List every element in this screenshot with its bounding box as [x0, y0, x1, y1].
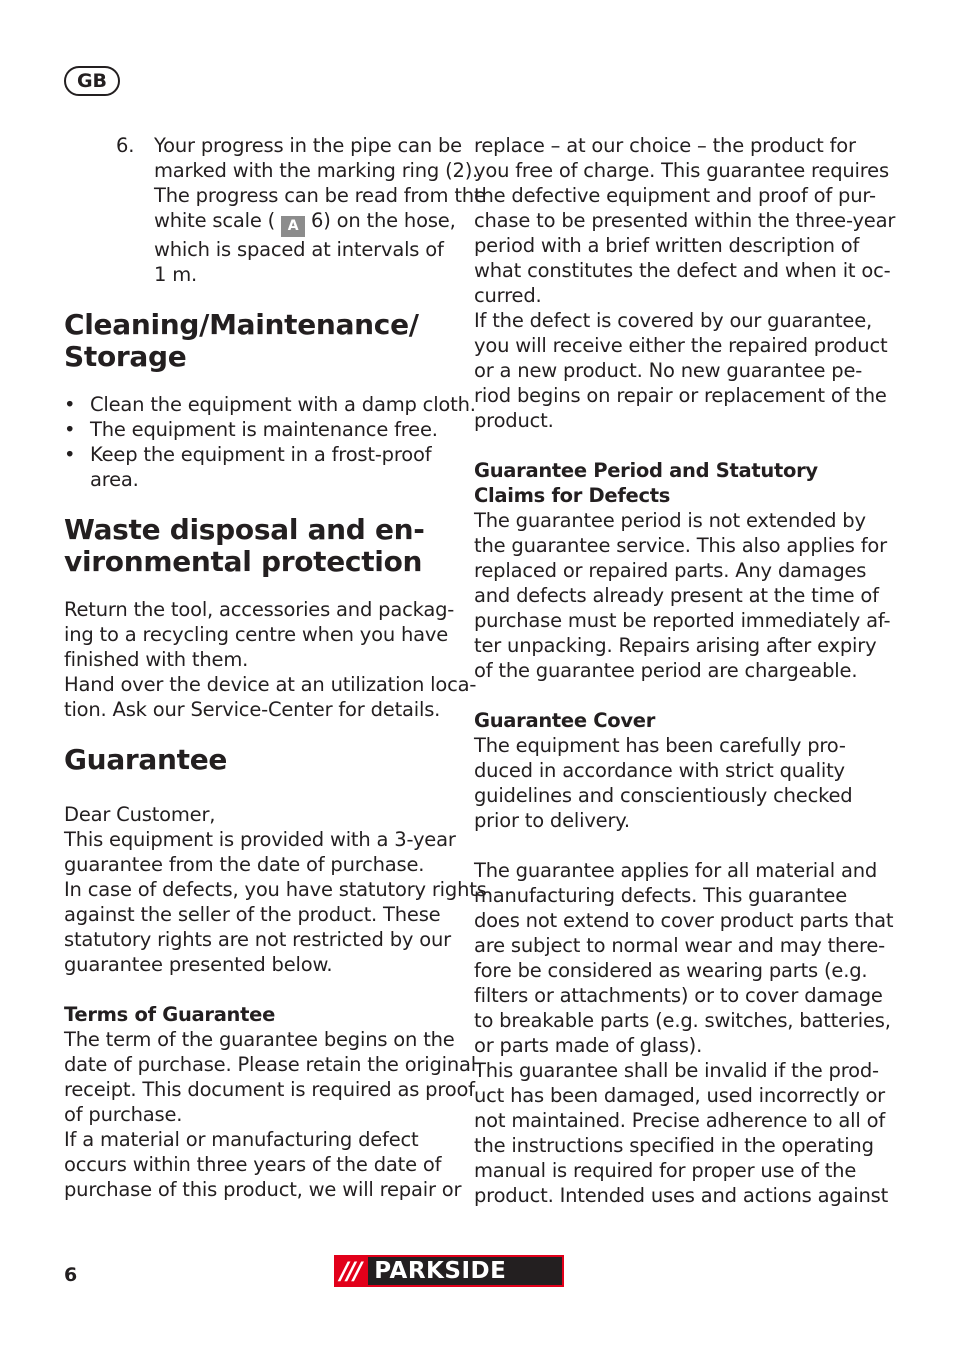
section-heading-cleaning: Cleaning/Maintenance/	[64, 308, 419, 341]
text-line: duced in accordance with strict quality	[474, 759, 845, 782]
logo-wordmark: PARKSIDE	[368, 1257, 562, 1285]
text-line: The guarantee period is not extended by	[474, 509, 866, 532]
text-line: filters or attachments) or to cover damage	[474, 984, 883, 1007]
text-line: replaced or repaired parts. Any damages	[474, 559, 867, 582]
subheading-period: Claims for Defects	[474, 484, 671, 507]
step-number: 6.	[116, 134, 135, 157]
text-line	[154, 208, 454, 237]
text-line: purchase of this product, we will repair or	[64, 1178, 462, 1201]
text-line: ing to a recycling centre when you have	[64, 623, 449, 646]
logo-slashes: ///	[340, 1257, 361, 1285]
text-fragment: white scale (	[154, 209, 276, 232]
text-line: Dear Customer,	[64, 803, 216, 826]
text-line: or a new product. No new guarantee pe-	[474, 359, 863, 382]
text-line: If a material or manufacturing defect	[64, 1128, 419, 1151]
list-item-step-6	[64, 133, 486, 287]
text-line: riod begins on repair or replacement of the	[474, 384, 887, 407]
text-line: guarantee from the date of purchase.	[64, 853, 425, 876]
text-line: what constitutes the defect and when it oc-	[474, 259, 891, 282]
text-line: manual is required for proper use of the	[474, 1159, 857, 1182]
text-line: The equipment is maintenance free.	[90, 418, 438, 441]
section-heading-guarantee: Guarantee	[64, 743, 228, 776]
text-line: fore be considered as wearing parts (e.g.	[474, 959, 868, 982]
text-line: In case of defects, you have statutory rights	[64, 878, 487, 901]
text-line: area.	[90, 468, 139, 491]
text-line: you free of charge. This guarantee requires	[474, 159, 889, 182]
list-item	[64, 442, 454, 492]
text-line: 1 m.	[154, 263, 197, 286]
text-line: not maintained. Precise adherence to all of	[474, 1109, 885, 1132]
text-line: marked with the marking ring (2).	[154, 159, 479, 182]
text-line: prior to delivery.	[474, 809, 630, 832]
text-line: tion. Ask our Service-Center for details.	[64, 698, 441, 721]
text-line: ter unpacking. Repairs arising after expiry	[474, 634, 877, 657]
text-line: date of purchase. Please retain the original	[64, 1053, 476, 1076]
text-line: replace – at our choice – the product for	[474, 134, 856, 157]
list-item	[64, 417, 454, 442]
text-line: chase to be presented within the three-year	[474, 209, 896, 232]
section-heading-cleaning: Storage	[64, 340, 187, 373]
text-line: receipt. This document is required as proof	[64, 1078, 475, 1101]
text-line: purchase must be reported immediately af-	[474, 609, 891, 632]
bullet-dot: •	[64, 418, 76, 441]
text-line: Clean the equipment with a damp cloth.	[90, 393, 476, 416]
text-line: the instructions specified in the operating	[474, 1134, 874, 1157]
text-line: uct has been damaged, used incorrectly or	[474, 1084, 885, 1107]
text-line: If the defect is covered by our guarantee,	[474, 309, 873, 332]
subheading-cover: Guarantee Cover	[474, 709, 656, 732]
text-line: This equipment is provided with a 3-year	[64, 828, 456, 851]
text-line: Keep the equipment in a frost-proof	[90, 443, 432, 466]
text-line: statutory rights are not restricted by our	[64, 928, 451, 951]
left-column	[64, 133, 487, 1202]
text-line: curred.	[474, 284, 542, 307]
right-column	[474, 133, 896, 1208]
text-line: The progress can be read from the	[154, 184, 486, 207]
text-line: which is spaced at intervals of	[154, 238, 444, 261]
parkside-logo	[334, 1255, 564, 1287]
text-line: finished with them.	[64, 648, 249, 671]
text-line: or parts made of glass).	[474, 1034, 703, 1057]
text-line: are subject to normal wear and may there-	[474, 934, 886, 957]
text-line: does not extend to cover product parts that	[474, 909, 894, 932]
text-line: to breakable parts (e.g. switches, batteries,	[474, 1009, 891, 1032]
text-line: The term of the guarantee begins on the	[64, 1028, 455, 1051]
text-fragment: 6) on the hose,	[311, 209, 456, 232]
text-line: This guarantee shall be invalid if the prod-	[474, 1059, 879, 1082]
subheading-terms: Terms of Guarantee	[64, 1003, 276, 1026]
section-heading-waste: vironmental protection	[64, 545, 423, 578]
text-line: against the seller of the product. These	[64, 903, 441, 926]
text-line: product.	[474, 409, 554, 432]
text-line: of purchase.	[64, 1103, 183, 1126]
text-line: manufacturing defects. This guarantee	[474, 884, 848, 907]
list-item	[64, 392, 476, 417]
text-line: you will receive either the repaired product	[474, 334, 888, 357]
text-line: Hand over the device at an utilization loca-	[64, 673, 477, 696]
text-line: Return the tool, accessories and packag-	[64, 598, 455, 621]
text-line: Your progress in the pipe can be	[154, 134, 462, 157]
text-line: guarantee presented below.	[64, 953, 333, 976]
text-line: the guarantee service. This also applies for	[474, 534, 887, 557]
page-number: 6	[64, 1264, 78, 1286]
text-line: guidelines and conscientiously checked	[474, 784, 853, 807]
bullet-dot: •	[64, 443, 76, 466]
figure-a-badge: A	[281, 216, 305, 237]
text-line: period with a brief written description of	[474, 234, 860, 257]
language-badge: GB	[64, 66, 120, 96]
text-line: The guarantee applies for all material and	[474, 859, 878, 882]
text-line: product. Intended uses and actions against	[474, 1184, 889, 1207]
bullet-dot: •	[64, 393, 76, 416]
section-heading-waste: Waste disposal and en-	[64, 513, 425, 546]
text-line: of the guarantee period are chargeable.	[474, 659, 858, 682]
subheading-period: Guarantee Period and Statutory	[474, 459, 818, 482]
text-line: the defective equipment and proof of pur-	[474, 184, 876, 207]
text-line: occurs within three years of the date of	[64, 1153, 442, 1176]
text-line: and defects already present at the time of	[474, 584, 879, 607]
text-line: The equipment has been carefully pro-	[474, 734, 846, 757]
